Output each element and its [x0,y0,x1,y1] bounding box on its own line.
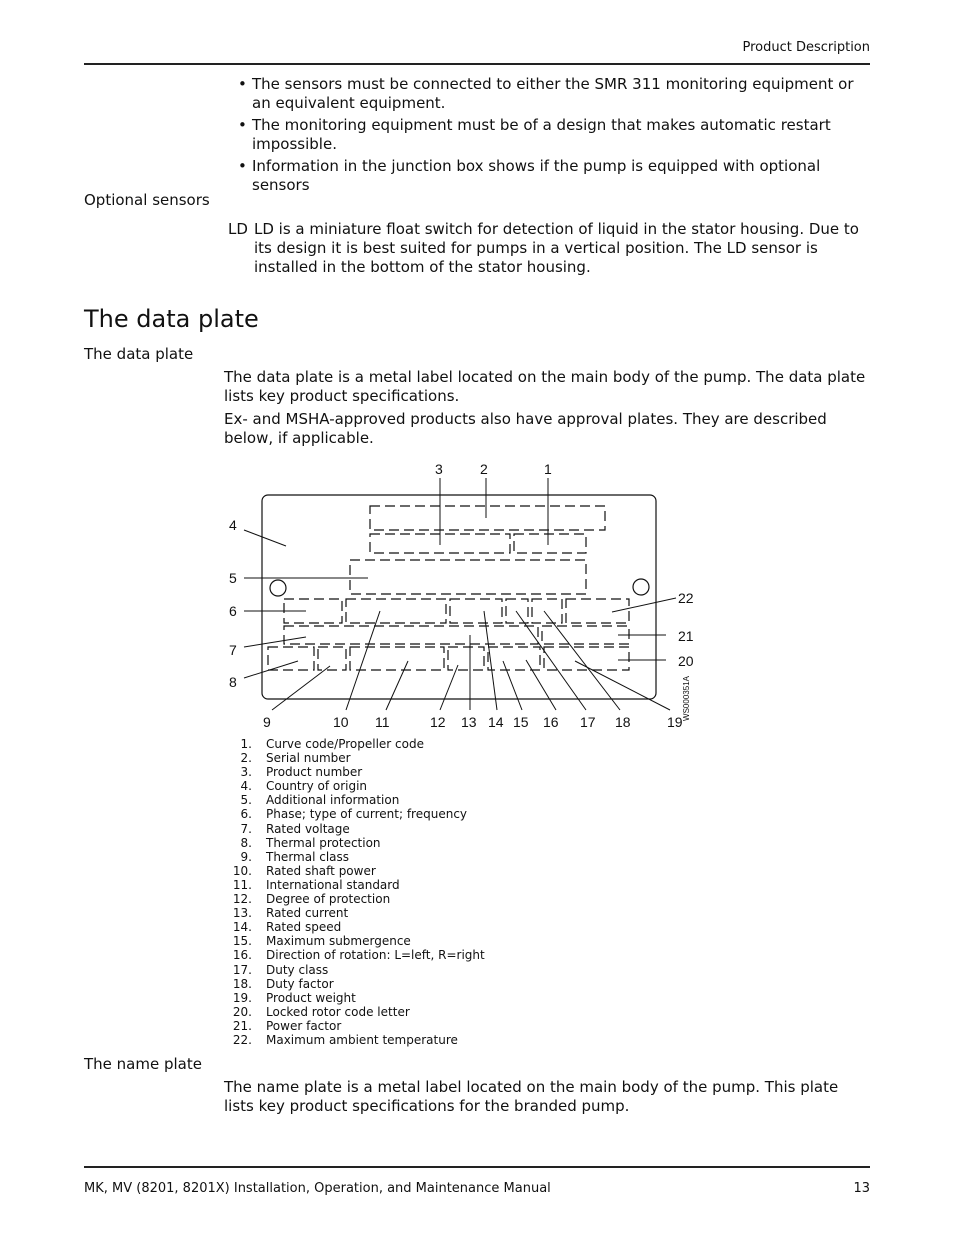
legend-number: 19. [232,990,252,1005]
callout-5: 5 [229,570,237,586]
legend-item [224,1005,624,1019]
legend-number: 16. [232,948,252,963]
field-serial-number [370,506,605,530]
legend-label: Duty class [266,962,329,977]
legend-label: Curve code/Propeller code [266,737,424,751]
legend-label: Product number [266,765,363,780]
legend-number: 10. [232,863,252,878]
optional-sensors-label: Optional sensors [84,191,210,209]
legend-item [224,765,624,779]
callout-4: 4 [229,517,237,533]
legend-item [224,779,624,793]
legend-list [224,737,624,1047]
legend-label: Power factor [266,1018,342,1033]
callout-9: 9 [263,714,271,730]
data-plate-label: The data plate [84,345,194,363]
legend-label: Additional information [266,793,400,808]
callout-19: 19 [667,714,683,730]
legend-number: 15. [232,934,252,949]
legend-item [224,977,624,991]
legend-number: 7. [240,821,252,836]
callout-22: 22 [678,590,694,606]
legend-item [224,751,624,765]
field-curve-code [514,534,586,553]
legend-item [224,864,624,878]
legend-label: Rated voltage [266,821,350,836]
legend-number: 5. [240,793,252,808]
legend-item [224,878,624,892]
callout-16: 16 [543,714,559,730]
mounting-hole-right [633,579,649,595]
mounting-hole-left [270,580,286,596]
field-max-submergence [488,647,540,670]
name-plate-para: The name plate is a metal label located on the main body of the pump. This plate lists key product specifications for the branded pump. [224,1078,839,1115]
list-item: • Information in the junction box shows if the pump is equipped with optional sensors [236,157,868,195]
legend-number: 13. [232,906,252,921]
legend-label: Country of origin [266,779,368,794]
legend-label: Duty factor [266,976,334,991]
callout-2: 2 [480,461,488,477]
legend-label: Rated shaft power [266,863,376,878]
legend-number: 4. [240,779,252,794]
field-rated-shaft-power [346,599,446,623]
field-rated-voltage [284,626,538,644]
field-rated-current-top [450,599,502,623]
callout-11: 11 [375,714,390,730]
legend-item [224,963,624,977]
legend-number: 11. [232,877,252,892]
field-thermal-protection [268,647,314,670]
callout-3: 3 [435,461,443,477]
legend-item [224,793,624,807]
callout-15: 15 [513,714,529,730]
callout-20: 20 [678,653,694,669]
legend-label: International standard [266,877,400,892]
callout-7: 7 [229,642,237,658]
callout-8: 8 [229,674,237,690]
legend-item [224,737,624,751]
legend-label: Maximum ambient temperature [266,1032,458,1047]
callout-1: 1 [544,461,552,477]
legend-label: Thermal protection [266,835,381,850]
legend-item [224,948,624,962]
list-item: • The monitoring equipment must be of a design that makes automatic restart impossible. [236,116,868,154]
page-title: The data plate [84,305,259,333]
legend-number: 12. [232,892,252,907]
figure-id: WS000351A [681,676,691,721]
field-speed-top [506,599,528,623]
legend-label: Maximum submergence [266,934,411,949]
legend-number: 14. [232,920,252,935]
legend-item [224,906,624,920]
ld-description: LD is a miniature float switch for detection of liquid in the stator housing. Due to its design it is best suited for pumps in a vertical position. The LD sensor is installed in the bottom of the stator housing. [254,220,859,276]
callout-6: 6 [229,603,237,619]
field-thermal-class [318,647,346,670]
footer-rule [84,1166,870,1168]
legend-item [224,807,624,821]
data-plate-para-1: The data plate is a metal label located on the main body of the pump. The data plate lists key product specifications. [224,368,866,405]
field-ambient-temp [566,599,629,623]
callout-18: 18 [615,714,631,730]
legend-item [224,991,624,1005]
legend-number: 6. [240,807,252,822]
callout-12: 12 [430,714,446,730]
legend-label: Rated speed [266,920,342,935]
callout-14: 14 [488,714,504,730]
plate-outline [262,495,656,699]
legend-item [224,1033,624,1047]
legend-number: 1. [240,737,252,751]
field-direction-top [532,599,562,623]
data-plate-para-2: Ex- and MSHA-approved products also have approval plates. They are described below, if applicable. [224,410,827,447]
running-header: Product Description [742,40,870,55]
legend-label: Degree of protection [266,892,391,907]
legend-item [224,850,624,864]
legend-number: 20. [232,1004,252,1019]
legend-number: 8. [240,835,252,850]
field-degree-protection [448,647,484,670]
legend-item [224,836,624,850]
ld-tag: LD [228,220,248,238]
legend-number: 18. [232,976,252,991]
legend-item [224,1019,624,1033]
legend-item [224,892,624,906]
legend-number: 17. [232,962,252,977]
legend-number: 21. [232,1018,252,1033]
legend-number: 22. [232,1032,252,1047]
footer-manual-title: MK, MV (8201, 8201X) Installation, Operation, and Maintenance Manual [84,1181,551,1196]
list-item: • The sensors must be connected to either the SMR 311 monitoring equipment or an equivalent equipment. [236,75,868,113]
callout-10: 10 [333,714,349,730]
legend-label: Thermal class [266,849,350,864]
legend-item [224,920,624,934]
legend-number: 2. [240,751,252,766]
legend-label: Serial number [266,751,351,766]
callout-13: 13 [461,714,477,730]
field-additional-info [350,560,586,594]
legend-item [224,934,624,948]
footer-page-number: 13 [853,1181,870,1196]
legend-label: Phase; type of current; frequency [266,807,468,822]
callout-21: 21 [678,628,694,644]
legend-label: Product weight [266,990,356,1005]
legend-label: Locked rotor code letter [266,1004,410,1019]
callout-17: 17 [580,714,596,730]
legend-number: 9. [240,849,252,864]
legend-number: 3. [240,765,252,780]
legend-item [224,822,624,836]
legend-label: Direction of rotation: L=left, R=right [266,948,485,963]
field-power-factor [542,626,629,644]
name-plate-label: The name plate [84,1055,202,1073]
legend-label: Rated current [266,906,349,921]
